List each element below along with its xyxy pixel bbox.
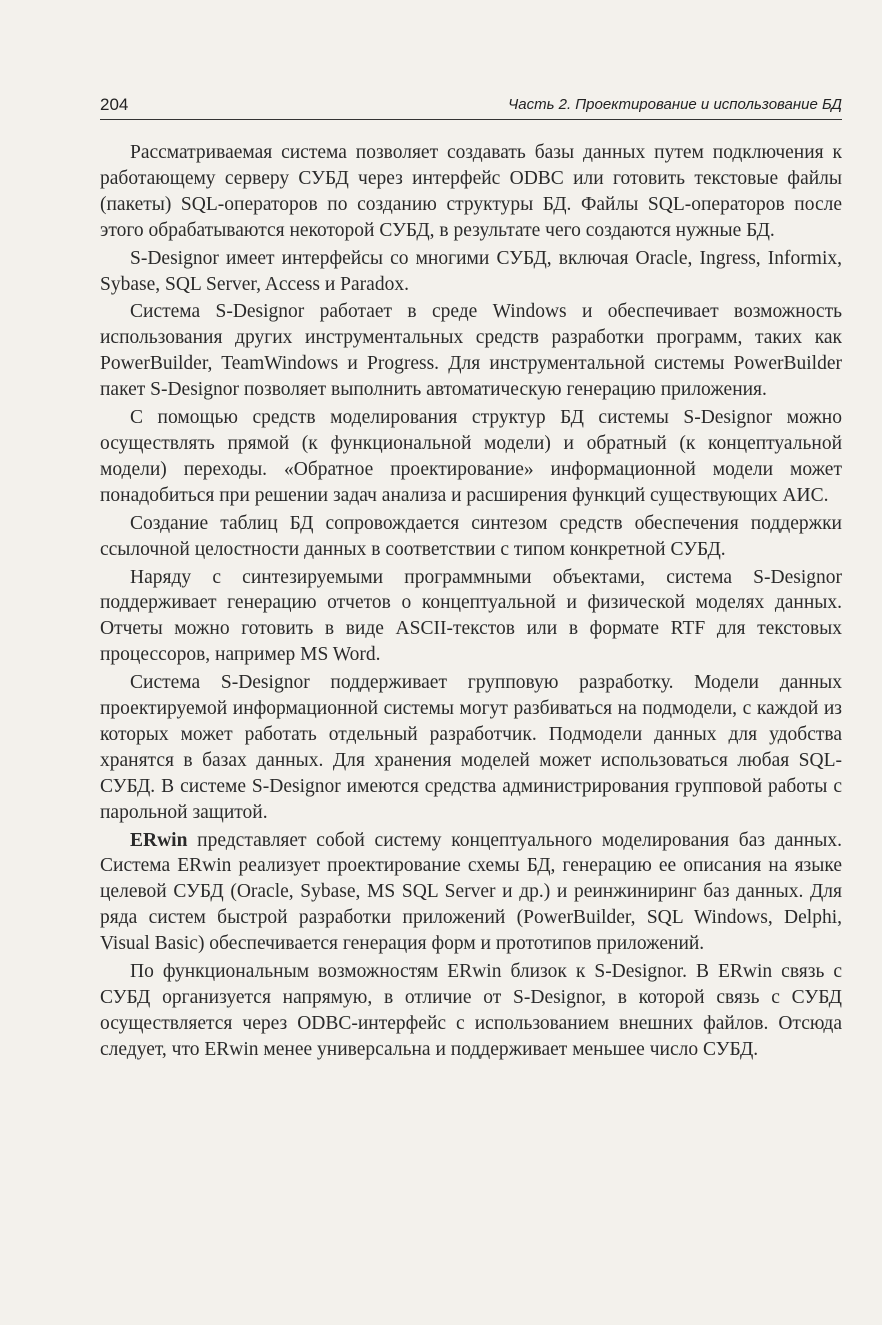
running-title: Часть 2. Проектирование и использование БД: [508, 96, 842, 113]
paragraph-text: представляет собой систему концептуального моделирования баз данных. Система ERwin реализует проектирование схемы БД, генерацию ее описания на языке целевой СУБД (Oracle, Sybase, MS SQL Server и др.) и реинжиниринг баз данных. Для ряда систем быстрой разработки приложений (PowerBuilder, SQL Windows, Delphi, Visual Basic) обеспечивается генерация форм и прототипов приложений.: [100, 829, 842, 955]
paragraph-erwin: [100, 828, 842, 958]
paragraph: Рассматриваемая система позволяет создавать базы данных путем подключения к работающему серверу СУБД через интерфейс ODBC или готовить текстовые файлы (пакеты) SQL-операторов по созданию структуры БД. Файлы SQL-операторов после этого обрабатываются некоторой СУБД, в результате чего создаются нужные БД.: [100, 142, 842, 241]
paragraph: С помощью средств моделирования структур БД системы S-Designor можно осуществлять прямой (к функциональной модели) и обратный (к концептуальной модели) переходы. «Обратное проектирование» информационной модели может понадобиться при решении задач анализа и расширения функций существующих АИС.: [100, 407, 842, 506]
page-number: 204: [100, 95, 129, 114]
paragraph: Система S-Designor работает в среде Windows и обеспечивает возможность использования других инструментальных средств разработки программ, таких как PowerBuilder, TeamWindows и Progress. Для инструментальной системы PowerBuilder пакет S-Designor позволяет выполнить автоматическую генерацию приложения.: [100, 301, 842, 401]
paragraph: По функциональным возможностям ERwin близок к S-Designor. В ERwin связь с СУБД организуется напрямую, в отличие от S-Designor, в которой связь с СУБД осуществляется через ODBC-интерфейс с использованием внешних файлов. Отсюда следует, что ERwin менее универсальна и поддерживает меньшее число СУБД.: [100, 961, 842, 1060]
paragraph: S-Designor имеет интерфейсы со многими СУБД, включая Oracle, Ingress, Informix, Sybase, SQL Server, Access и Paradox.: [100, 247, 842, 295]
page-header: [100, 93, 842, 120]
paragraph: Система S-Designor поддерживает групповую разработку. Модели данных проектируемой информационной системы могут разбиваться на подмодели, с каждой из которых может работать отдельный разработчик. Подмодели данных для удобства хранятся в базах данных. Для хранения моделей может использоваться любая SQL-СУБД. В системе S-Designor имеются средства администрирования групповой работы с парольной защитой.: [100, 672, 842, 823]
paragraph: Создание таблиц БД сопровождается синтезом средств обеспечения поддержки ссылочной целостности данных в соответствии с типом конкретной СУБД.: [100, 512, 842, 560]
body-text: [100, 140, 842, 1063]
paragraph: Наряду с синтезируемыми программными объектами, система S-Designor поддерживает генерацию отчетов о концептуальной и физической моделях данных. Отчеты можно готовить в виде ASCII-текстов или в формате RTF для текстовых процессоров, например MS Word.: [100, 566, 842, 666]
term-erwin: ERwin: [130, 829, 188, 851]
